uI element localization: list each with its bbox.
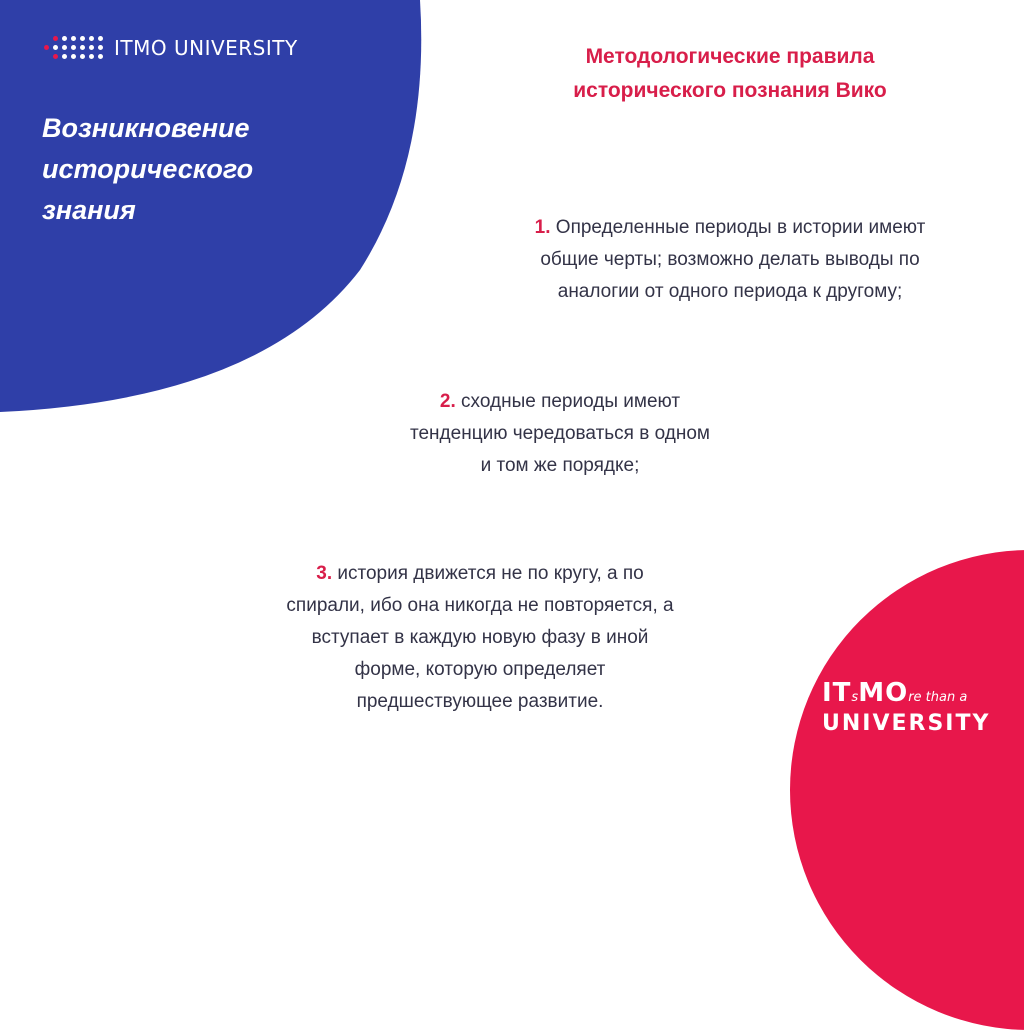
rule-1: [470, 212, 990, 308]
rule-number: 1.: [534, 217, 551, 238]
logo-part: IT: [822, 678, 852, 708]
section-title: [42, 108, 342, 231]
section-title-line: Возникновение: [42, 113, 250, 143]
itmore-logo: [822, 680, 990, 737]
logo-part: MO: [858, 678, 909, 708]
logo-part: s: [851, 690, 859, 705]
rule-text: сходные периоды имеют: [455, 391, 681, 412]
section-title-line: знания: [42, 195, 136, 225]
slide-heading-line: Методологические правила: [585, 45, 875, 68]
rule-number: 3.: [316, 563, 333, 584]
slide-heading: [520, 40, 940, 108]
rule-text: предшествующее развитие.: [356, 691, 604, 712]
rule-text: история движется не по кругу, а по: [332, 563, 644, 584]
logo-text: ITMO UNIVERSITY: [114, 36, 298, 60]
rule-text: аналогии от одного периода к другому;: [557, 281, 903, 302]
rule-text: Определенные периоды в истории имеют: [550, 217, 926, 238]
rule-text: тенденцию чередоваться в одном: [410, 423, 710, 444]
logo-university: UNIVERSITY: [822, 711, 991, 736]
itmo-logo: [44, 36, 298, 60]
slide-heading-line: исторического познания Вико: [573, 79, 887, 102]
rule-number: 2.: [439, 391, 456, 412]
logo-tagline: re than a: [908, 690, 968, 705]
rule-text: спирали, ибо она никогда не повторяется, а: [286, 595, 674, 616]
logo-dots-icon: [44, 36, 104, 60]
section-title-line: исторического: [42, 154, 254, 184]
rule-2: [320, 386, 800, 482]
rule-3: [190, 558, 770, 718]
rule-text: общие черты; возможно делать выводы по: [540, 249, 920, 270]
rule-text: форме, которую определяет: [354, 659, 606, 680]
rule-text: вступает в каждую новую фазу в иной: [311, 627, 649, 648]
rule-text: и том же порядке;: [480, 455, 640, 476]
